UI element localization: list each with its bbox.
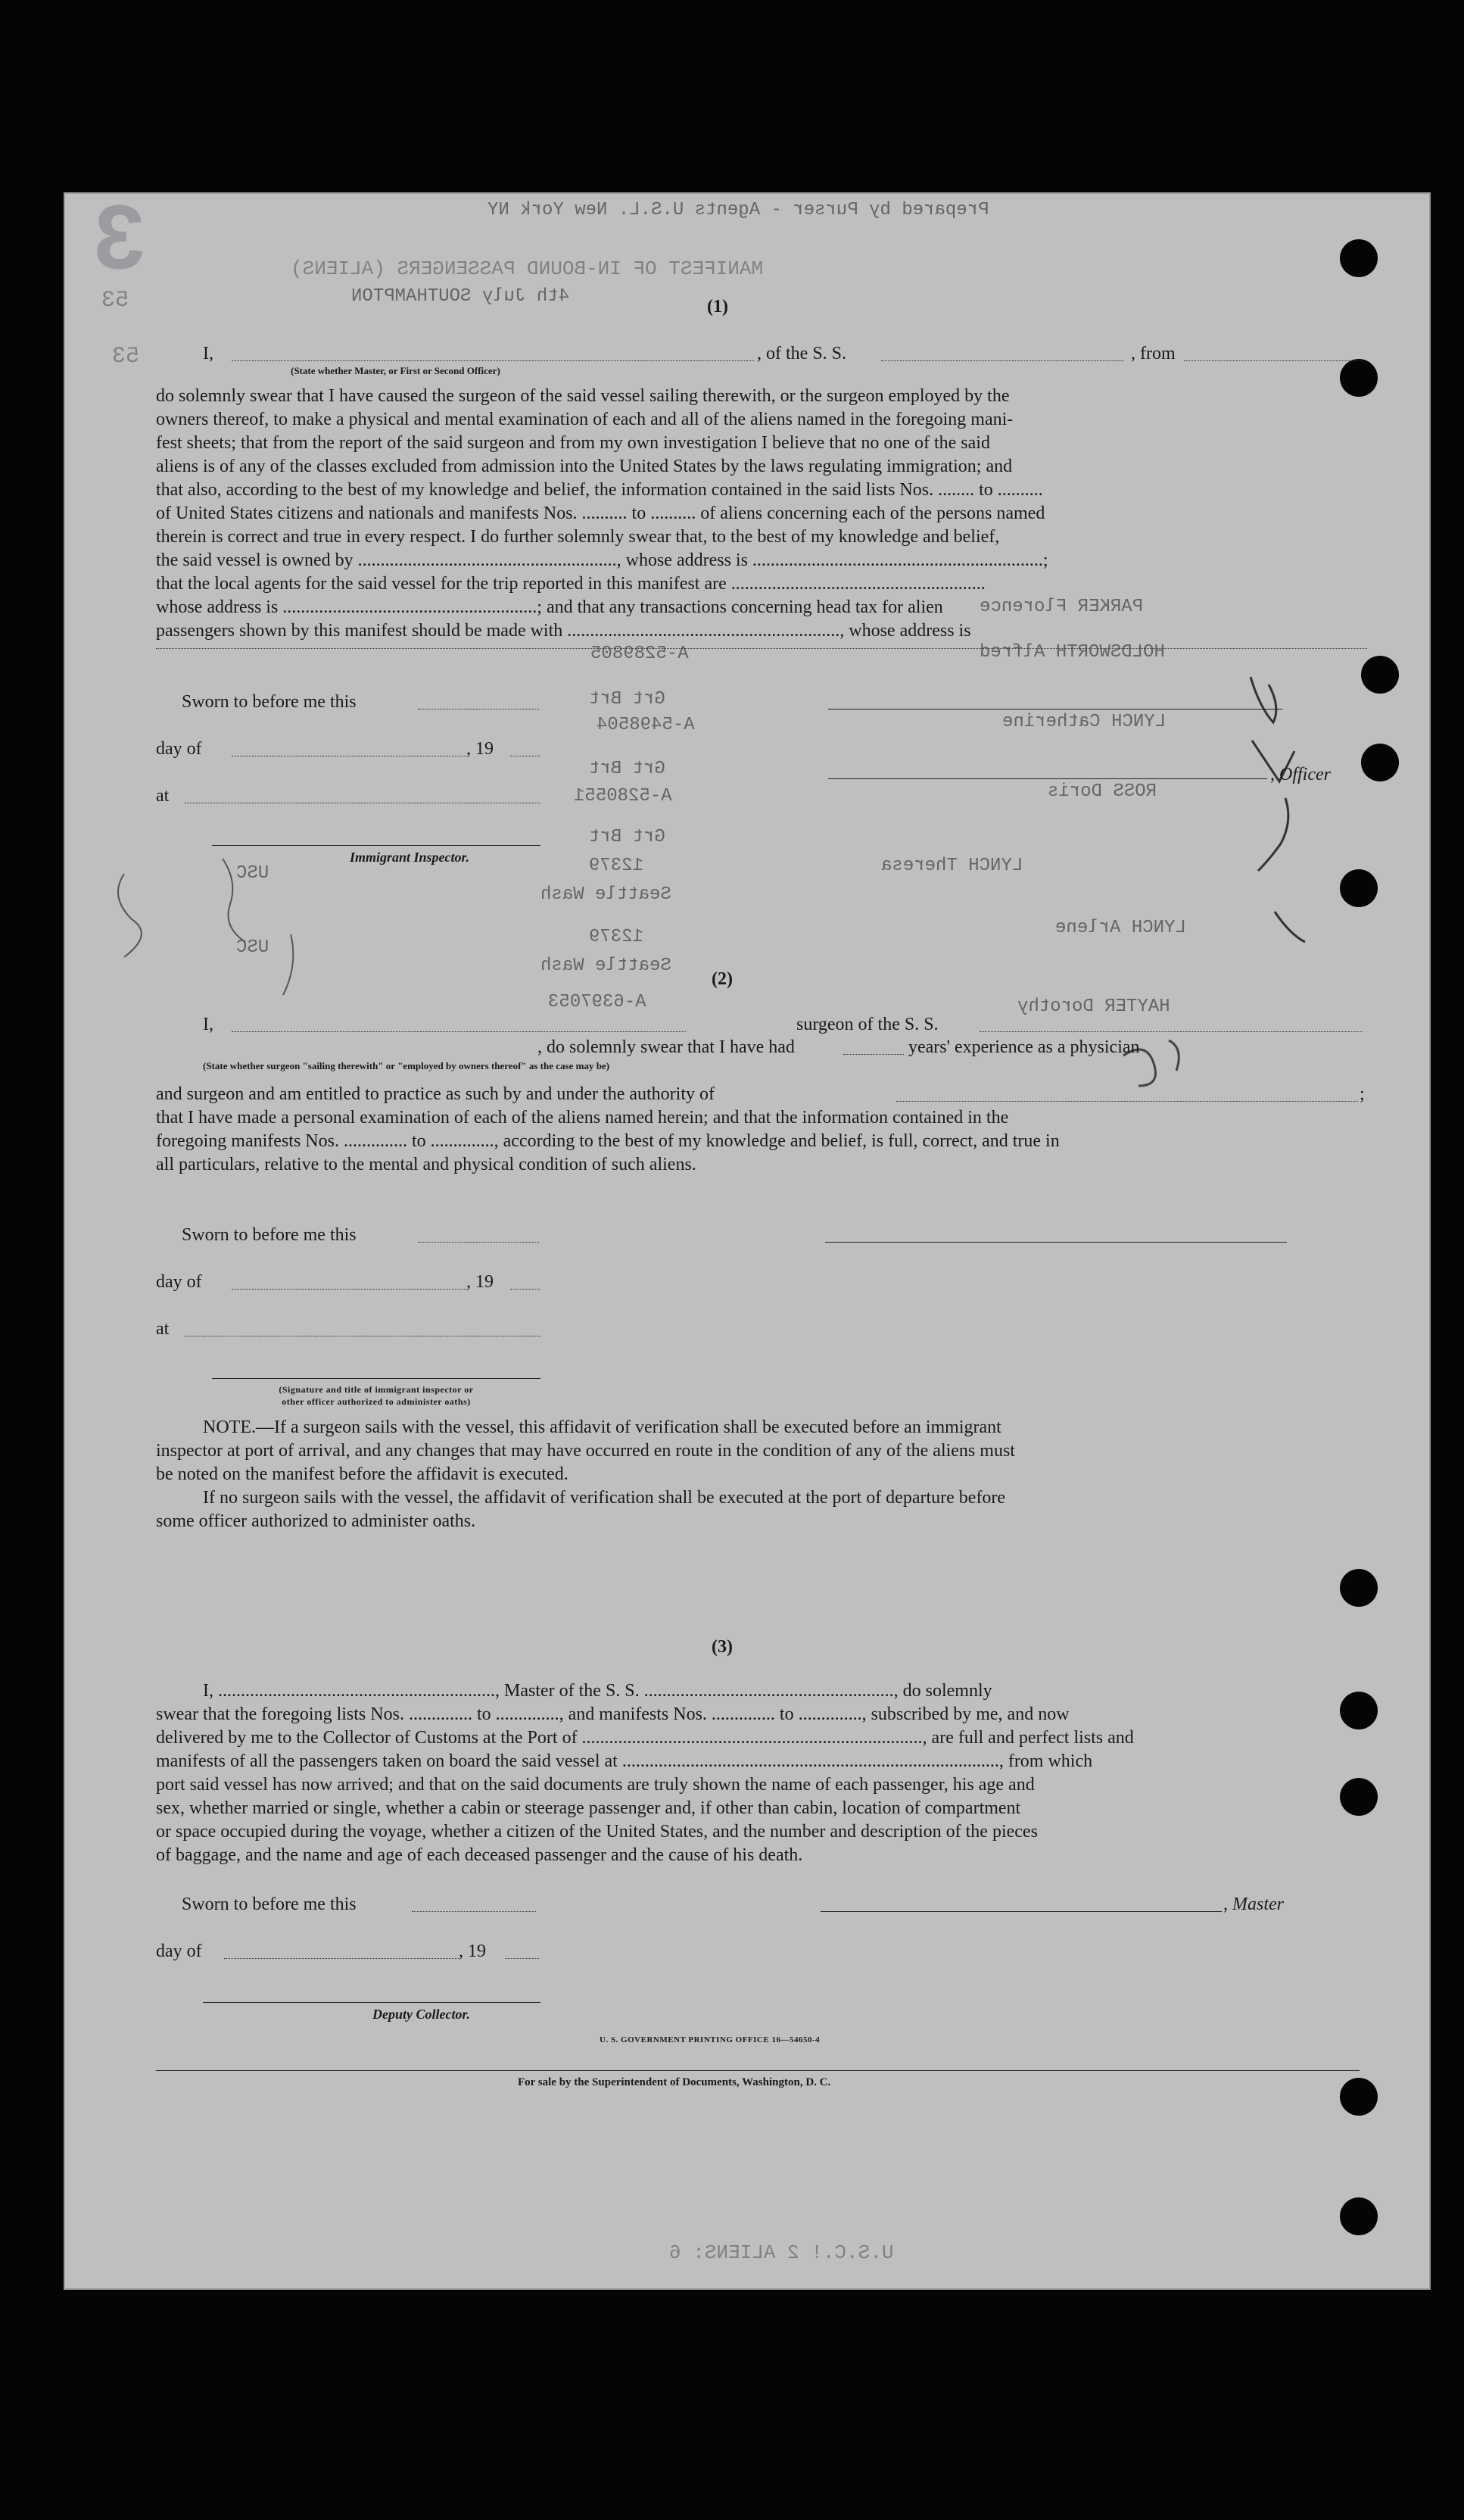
authorized-officer-line[interactable]	[212, 1378, 540, 1379]
officer-label: , Officer	[1270, 765, 1331, 784]
day-of-label: day of	[156, 1941, 202, 1961]
note-line: some officer authorized to administer oaths.	[156, 1511, 476, 1531]
bleed-number: 12379	[589, 856, 644, 876]
note-line: inspector at port of arrival, and any changes that may have occurred en route in the condition of any of the aliens must	[156, 1441, 1015, 1461]
section-1-of-ss: , of the S. S.	[757, 344, 847, 363]
surgeon-signature-line[interactable]	[825, 1242, 1287, 1243]
bleed-passenger-name: HOLDSWORTH Alfred	[980, 642, 1165, 663]
blank-vessel-name[interactable]	[881, 360, 1123, 361]
sale-imprint: For sale by the Superintendent of Documents, Washington, D. C.	[518, 2076, 831, 2088]
section-3-line: sex, whether married or single, whether a cabin or steerage passenger and, if other than cabin, location of compartment	[156, 1798, 1021, 1818]
section-1-line: whose address is ........................................................; and that any transactions concerning head tax for alien	[156, 597, 943, 617]
section-1-line: that the local agents for the said vessel for the trip reported in this manifest are ........................................................	[156, 574, 986, 594]
bleed-citizenship: USC	[236, 937, 269, 958]
bleed-nationality: Grt Brt	[589, 827, 665, 847]
at-label: at	[156, 786, 170, 806]
year-label: , 19	[466, 1272, 494, 1292]
section-2-semicolon: ;	[1360, 1084, 1365, 1104]
blank-sworn-date[interactable]	[418, 1242, 539, 1243]
section-1-line: do solemnly swear that I have caused the surgeon of the said vessel sailing therewith, or the surgeon employed by the	[156, 386, 1010, 406]
day-of-label: day of	[156, 739, 202, 759]
section-2-number: (2)	[712, 969, 733, 989]
bleed-passenger-name: HAYTER Dorothy	[1017, 996, 1170, 1017]
inspector-signature-line[interactable]	[212, 845, 540, 846]
bleed-number: A-6397053	[548, 992, 646, 1012]
bleed-passenger-name: LYNCH Theresa	[881, 856, 1023, 876]
section-1-line: aliens is of any of the classes excluded from admission into the United States by the laws regulating immigration; and	[156, 457, 1013, 476]
section-1-line: fest sheets; that from the report of the said surgeon and from my own investigation I believe that no one of the said	[156, 433, 990, 453]
note-line: NOTE.—If a surgeon sails with the vessel, this affidavit of verification shall be executed before an immigrant	[203, 1418, 1001, 1437]
bleed-footer: U.S.C.! 2 ALIENS: 6	[669, 2241, 894, 2264]
master-label: , Master	[1223, 1895, 1284, 1914]
blank-surgeon-name[interactable]	[232, 1031, 686, 1032]
bleed-citizenship: USC	[236, 863, 269, 884]
blank-head-tax-address[interactable]	[156, 648, 1367, 649]
bleed-passenger-name: LYNCH Catherine	[1002, 712, 1167, 732]
section-1-line: therein is correct and true in every respect. I do further solemnly swear that, to the best of my knowledge and belief,	[156, 527, 1000, 547]
blank-year[interactable]	[506, 1958, 539, 1959]
manifest-page	[64, 186, 1431, 2290]
footer-rule	[156, 2070, 1360, 2071]
blank-year[interactable]	[510, 1289, 540, 1290]
year-label: , 19	[459, 1941, 486, 1961]
bleed-number: 12379	[589, 927, 644, 947]
sworn-label: Sworn to before me this	[182, 1895, 357, 1914]
at-label: at	[156, 1319, 170, 1339]
year-label: , 19	[466, 739, 494, 759]
blank-day[interactable]	[232, 1289, 466, 1290]
bleed-page-num: 53	[101, 288, 129, 313]
section-1-from: , from	[1131, 344, 1176, 363]
signature-note: other officer authorized to administer oaths)	[282, 1396, 471, 1407]
section-1-line: owners thereof, to make a physical and mental examination of each and all of the aliens named in the foregoing mani-	[156, 410, 1014, 429]
gpo-imprint: U. S. GOVERNMENT PRINTING OFFICE 16—54650-4	[600, 2035, 821, 2044]
note-line: If no surgeon sails with the vessel, the affidavit of verification shall be executed at the port of departure before	[203, 1488, 1006, 1508]
blank-sworn-date[interactable]	[412, 1911, 536, 1912]
bleed-passenger-name: PARKER Florence	[980, 597, 1144, 617]
section-1-number: (1)	[707, 297, 728, 317]
bleed-port-line: 4th July SOUTHAMPTON	[351, 286, 570, 307]
blank-surgeon-vessel[interactable]	[980, 1031, 1363, 1032]
blank-day[interactable]	[224, 1958, 459, 1959]
bleed-passenger-name: ROSS Doris	[1048, 781, 1157, 802]
bleed-number: A-5289805	[590, 644, 689, 664]
bleed-header-title: MANIFEST OF IN-BOUND PASSENGERS (ALIENS)	[291, 257, 764, 280]
sworn-label: Sworn to before me this	[182, 1225, 357, 1245]
bleed-page-num: 53	[112, 344, 140, 370]
section-3-line: I, ............................................................., Master of the S. S. ......................................................., do solemnly	[203, 1681, 992, 1701]
section-3-line: or space occupied during the voyage, whether a citizen of the United States, and the number and description of the pieces	[156, 1822, 1038, 1842]
section-2-line: and surgeon and am entitled to practice as such by and under the authority of	[156, 1084, 715, 1104]
officer-signature-line-2[interactable]	[828, 778, 1267, 779]
section-3-line: manifests of all the passengers taken on board the said vessel at ..................................................................................., from which	[156, 1751, 1093, 1771]
bleed-passenger-name: LYNCH Arlene	[1055, 918, 1186, 938]
deputy-signature-line[interactable]	[203, 2002, 540, 2003]
section-3-line: port said vessel has now arrived; and that on the said documents are truly shown the name of each passenger, his age and	[156, 1775, 1035, 1795]
sworn-label: Sworn to before me this	[182, 692, 357, 712]
section-2-line: all particulars, relative to the mental and physical condition of such aliens.	[156, 1155, 696, 1174]
officer-signature-line-1[interactable]	[828, 709, 1282, 710]
section-2-surgeon-ss: surgeon of the S. S.	[796, 1015, 939, 1034]
note-line: be noted on the manifest before the affidavit is executed.	[156, 1464, 568, 1484]
section-2-state-note: (State whether surgeon "sailing therewith" or "employed by owners thereof" as the case may be)	[203, 1060, 610, 1071]
master-signature-line[interactable]	[821, 1911, 1222, 1912]
bleed-nationality: Grt Brt	[589, 689, 665, 710]
day-of-label: day of	[156, 1272, 202, 1292]
blank-authority[interactable]	[896, 1101, 1358, 1102]
bleed-sheet-marker: 3	[94, 186, 145, 288]
bleed-place: Seattle Wash	[540, 884, 671, 905]
blank-years[interactable]	[843, 1054, 904, 1055]
blank-officer[interactable]	[232, 360, 754, 361]
section-1-intro: I,	[203, 344, 213, 363]
section-1-state-note: (State whether Master, or First or Second Officer)	[291, 365, 500, 376]
deputy-collector-label: Deputy Collector.	[372, 2007, 470, 2022]
bleed-header-agent: Prepared by Purser - Agents U.S.L. New York NY	[487, 200, 989, 220]
section-2-intro: I,	[203, 1015, 213, 1034]
bleed-nationality: Grt Brt	[589, 759, 665, 779]
signature-note: (Signature and title of immigrant inspector or	[279, 1384, 474, 1395]
section-3-number: (3)	[712, 1637, 733, 1657]
section-1-line: the said vessel is owned by ........................................................., whose address is ................................................................;	[156, 550, 1048, 570]
section-2-line: that I have made a personal examination of each of the aliens named herein; and that the information contained in the	[156, 1108, 1009, 1127]
section-2-line: foregoing manifests Nos. .............. to .............., according to the best of my knowledge and belief, is full, correct, and true in	[156, 1131, 1060, 1151]
bleed-number: A-5280551	[574, 786, 672, 806]
blank-sworn-date[interactable]	[418, 709, 539, 710]
section-2-years: years' experience as a physician	[908, 1037, 1140, 1057]
blank-from-port[interactable]	[1184, 360, 1363, 361]
section-3-line: swear that the foregoing lists Nos. .............. to .............., and manifests Nos. .............. to .............., subscribed by me, and now	[156, 1704, 1070, 1724]
section-2-swear: , do solemnly swear that I have had	[537, 1037, 795, 1057]
section-1-line: passengers shown by this manifest should be made with ............................................................, whose address is	[156, 621, 971, 641]
bleed-number: A-5498504	[597, 715, 695, 735]
section-1-line: of United States citizens and nationals and manifests Nos. .......... to .......... of aliens concerning each of the persons named	[156, 504, 1045, 523]
section-3-line: delivered by me to the Collector of Customs at the Port of ..........................................................................., are full and perfect lists and	[156, 1728, 1134, 1748]
section-3-line: of baggage, and the name and age of each deceased passenger and the cause of his death.	[156, 1845, 803, 1865]
section-1-line: that also, according to the best of my knowledge and belief, the information contained in the said lists Nos. ........ to ..........	[156, 480, 1043, 500]
immigrant-inspector-label: Immigrant Inspector.	[350, 850, 470, 865]
bleed-place: Seattle Wash	[540, 956, 671, 976]
